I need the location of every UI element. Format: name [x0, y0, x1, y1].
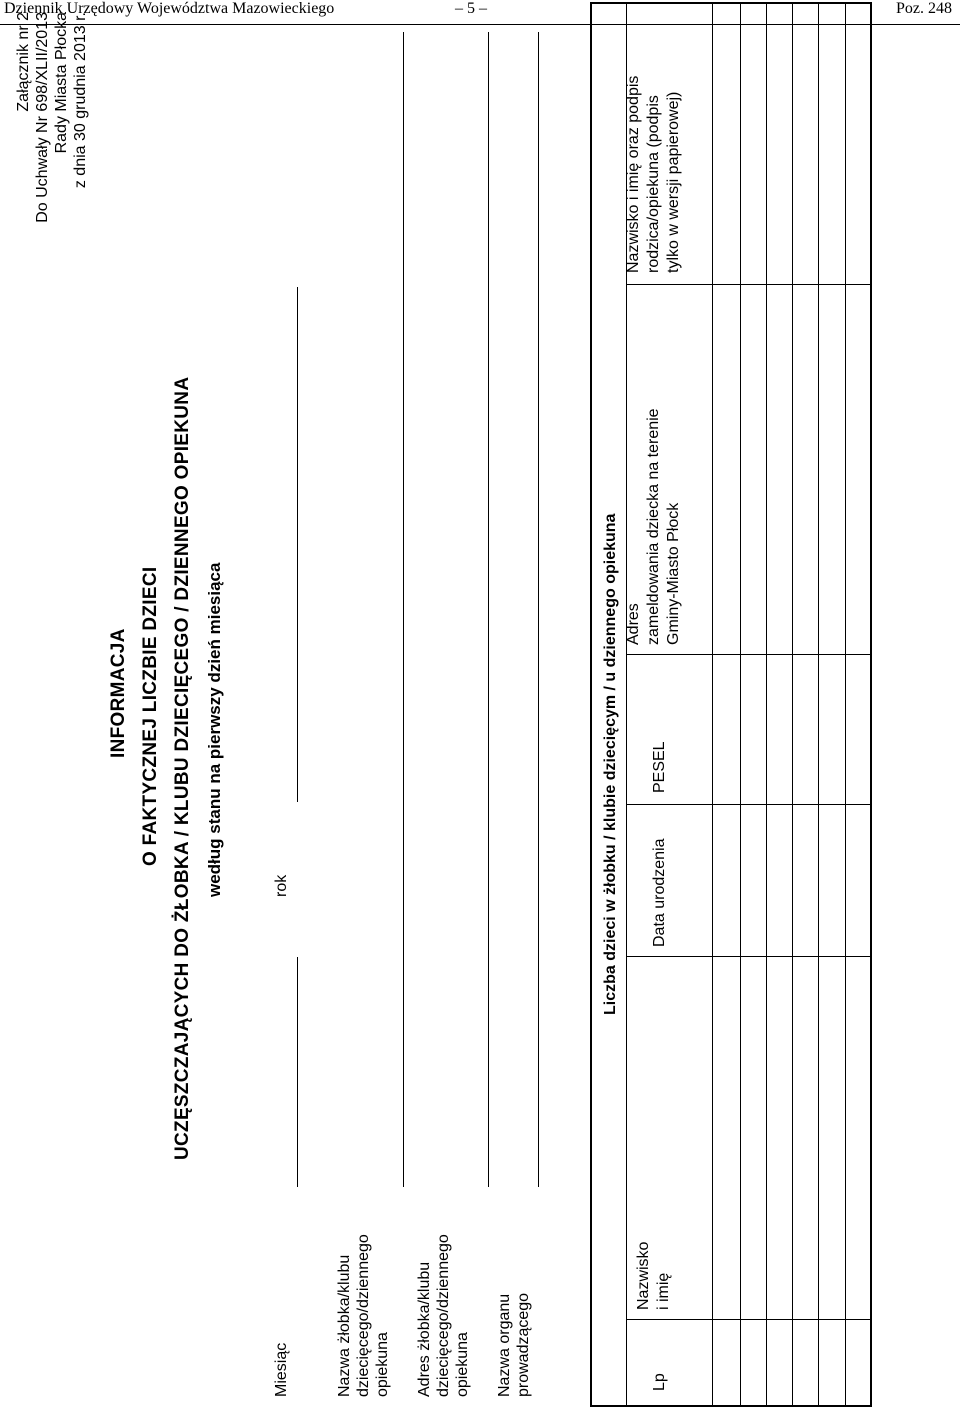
institution-name-label: Nazwa żłobka/klubu dziecięcego/dziennego opiekuna: [336, 1234, 391, 1397]
governing-body-label: Nazwa organu prowadzącego: [496, 1292, 532, 1397]
journal-title: Dziennik Urzędowy Województwa Mazowieckiego: [4, 0, 335, 17]
annex-line-4: z dnia 30 grudnia 2013 r.: [72, 12, 89, 189]
form-title-line-2: O FAKTYCZNEJ LICZBIE DZIECI: [140, 566, 161, 866]
table-row-line: [792, 4, 793, 1405]
form-title-line-3: UCZĘSZCZAJĄCYCH DO ŻŁOBKA / KLUBU DZIECIĘCEGO / DZIENNEGO OPIEKUNA: [172, 376, 193, 1160]
column-header-address: Adres zameldowania dziecka na terenie Gminy-Miasto Płock: [625, 408, 682, 645]
table-row-line: [818, 4, 819, 1405]
col-divider: [626, 1319, 870, 1320]
annex-line-3: Rady Miasta Płocka: [53, 12, 70, 154]
governing-body-input-line[interactable]: [538, 32, 539, 1187]
page-number: – 5 –: [455, 0, 487, 17]
institution-address-label: Adres żłobka/klubu dziecięcego/dziennego opiekuna: [416, 1234, 471, 1397]
column-header-lp: Lp: [651, 1373, 668, 1391]
year-label: rok: [273, 874, 290, 897]
institution-name-input-line[interactable]: [403, 32, 404, 1187]
column-header-name: Nazwisko i imię: [635, 1241, 672, 1310]
table-row-line: [845, 4, 846, 1405]
position-number: Poz. 248: [896, 0, 952, 17]
month-label: Miesiąc: [273, 1342, 290, 1397]
col-divider: [626, 654, 870, 655]
annex-line-2: Do Uchwały Nr 698/XLII/2013: [34, 12, 51, 223]
annex-line-1: Załącznik nr 2: [15, 12, 32, 112]
table-row-line: [712, 4, 713, 1405]
column-header-pesel: PESEL: [651, 741, 668, 793]
annex-note: [14, 12, 90, 232]
institution-address-input-line[interactable]: [488, 32, 489, 1187]
column-header-birth-date: Data urodzenia: [651, 838, 668, 947]
table-row-line: [740, 4, 741, 1405]
form-subtitle: według stanu na pierwszy dzień miesiąca: [205, 562, 224, 897]
table-row-line: [766, 4, 767, 1405]
form-title: INFORMACJA: [108, 628, 129, 758]
children-table: [590, 2, 872, 1407]
col-divider: [626, 284, 870, 285]
year-input-line[interactable]: [297, 287, 298, 802]
table-title: Liczba dzieci w żłobku / klubie dziecięcym / u dziennego opiekuna: [602, 513, 619, 1015]
col-divider: [626, 804, 870, 805]
month-input-line[interactable]: [297, 957, 298, 1187]
column-header-signature: Nazwisko i imię oraz podpis rodzica/opiekuna (podpis tylko w wersji papierowej): [625, 75, 682, 273]
col-divider: [626, 956, 870, 957]
